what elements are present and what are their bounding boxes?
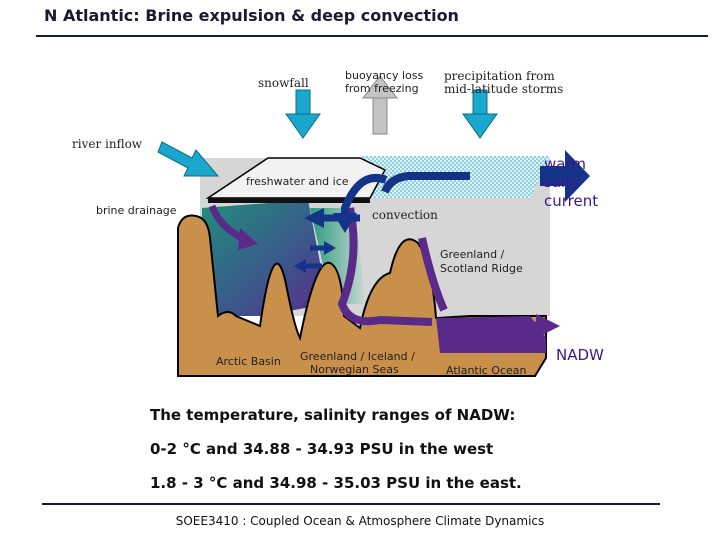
- page-title: N Atlantic: Brine expulsion & deep convection: [44, 6, 459, 25]
- buoyancy-label-2: from freezing: [345, 82, 419, 95]
- salty-label: salty: [544, 173, 580, 191]
- nadw-heading: The temperature, salinity ranges of NADW:: [150, 406, 516, 424]
- freshwater-label: freshwater and ice: [246, 175, 349, 188]
- river-inflow-label: river inflow: [72, 137, 143, 151]
- gin-seas-label-2: Norwegian Seas: [310, 363, 399, 376]
- nadw-east-range: 1.8 - 3 °C and 34.98 - 35.03 PSU in the east.: [150, 474, 522, 492]
- arctic-basin-label: Arctic Basin: [216, 355, 281, 368]
- brine-convection-diagram: [60, 58, 680, 388]
- ridge-label-2: Scotland Ridge: [440, 262, 523, 275]
- precipitation-label-1: precipitation from: [444, 69, 555, 83]
- convection-label: convection: [372, 208, 438, 222]
- footer-divider: [42, 503, 660, 505]
- snowfall-label: snowfall: [258, 76, 309, 90]
- nadw-label: NADW: [556, 346, 604, 364]
- nadw-west-range: 0-2 °C and 34.88 - 34.93 PSU in the west: [150, 440, 494, 458]
- buoyancy-label-1: buoyancy loss: [345, 69, 424, 82]
- gin-seas-label-1: Greenland / Iceland /: [300, 350, 415, 363]
- brine-drainage-label: brine drainage: [96, 204, 177, 217]
- precipitation-label-2: mid-latitude storms: [444, 82, 564, 96]
- atlantic-ocean-label: Atlantic Ocean: [446, 364, 527, 377]
- course-footer: SOEE3410 : Coupled Ocean & Atmosphere Climate Dynamics: [175, 514, 545, 528]
- title-divider: [36, 35, 708, 37]
- ridge-label-1: Greenland /: [440, 248, 505, 261]
- current-label: current: [544, 192, 599, 210]
- warm-label: warm: [544, 155, 586, 173]
- snowfall-arrow: [286, 90, 320, 138]
- precipitation-arrow: [463, 90, 497, 138]
